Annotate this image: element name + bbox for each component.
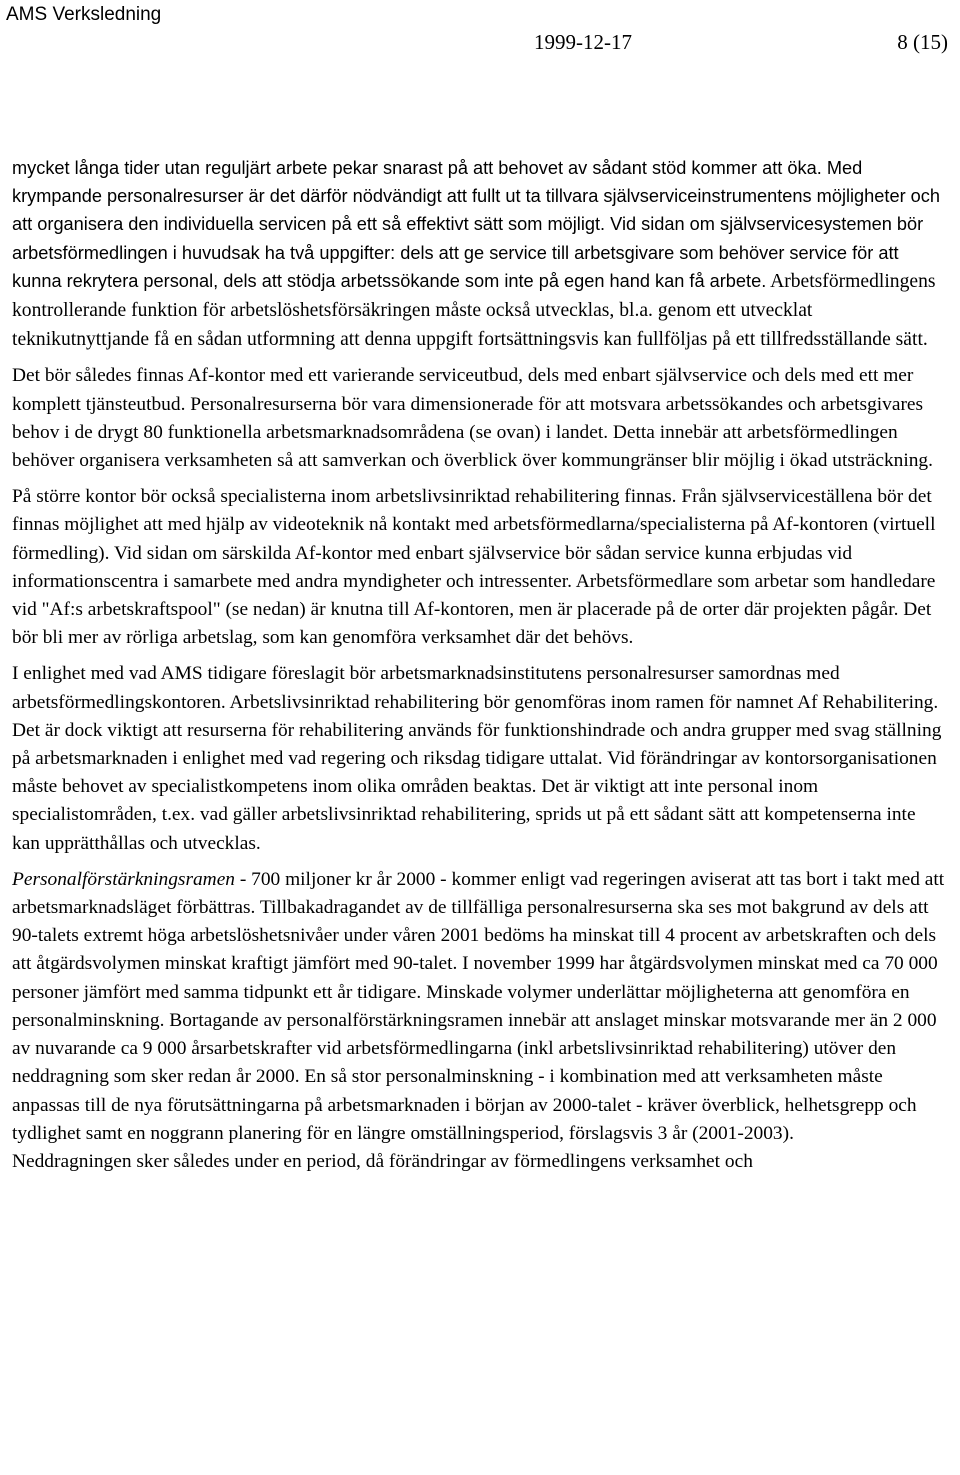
paragraph-5 xyxy=(12,866,946,1148)
paragraph-5-text: - 700 miljoner kr år 2000 - kommer enligt vad regeringen aviserat att tas bort i takt med att arbetsmarknadsläget förbättras. Tillbakadragandet av de tillfälliga personalresurserna ska ses mot bakgrund av dels att 90-talets extremt höga arbetslöshetsnivåer under våren 2001 bedöms ha minskat till 4 procent av arbetskraften och dels att åtgärdsvolymen minskat kraftigt jämfört med 90-talet. I november 1999 har åtgärdsvolymen minskat med ca 70 000 personer jämfört med samma tidpunkt ett år tidigare. Minskade volymer underlättar möjligheterna att genomföra en personalminskning. Bortagande av personalförstärkningsramen innebär att anslaget minskar motsvarande mer än 2 000 av nuvarande ca 9 000 årsarbetskrafter vid arbetsförmedlingarna (inkl arbetslivsinriktad rehabilitering) utöver den neddragning som sker redan år 2000. En så stor personalminskning - i kombination med att verksamheten måste anpassas till de nya förutsättningarna på arbetsmarknaden i början av 2000-talet - kräver överblick, helhetsgrepp och tydlighet samt en noggrann planering för en längre omställningsperiod, förslagsvis 3 år (2001-2003). xyxy=(12,868,945,1144)
header-page-number: 8 (15) xyxy=(897,30,948,54)
paragraph-2: Det bör således finnas Af-kontor med ett varierande serviceutbud, dels med enbart självservice och dels med ett mer komplett tjänsteutbud. Personalresurserna bör vara dimensionerade för att motsvara arbetssökandes och arbetsgivares behov i de drygt 80 funktionella arbetsmarknadsområdena (se ovan) i landet. Detta innebär att arbetsförmedlingen behöver organisera verksamheten så att samverkan och överblick över kommungränser blir möjlig i ökad utsträckning. xyxy=(12,365,933,472)
paragraph-6: Neddragningen sker således under en period, då förändringar av förmedlingens verksamhet och xyxy=(12,1150,753,1172)
document-body xyxy=(12,154,946,1176)
paragraph-1-serif-text: Arbetsförmedlingens kontrollerande funktion för arbetslöshetsförsäkringen måste också utvecklas, bl.a. genom ett utvecklat teknikutnyttjande få en sådan utformning att denna uppgift fortsättningsvis kan fullföljas på ett tillfredsställande sätt. xyxy=(12,270,936,351)
paragraph-3: På större kontor bör också specialisterna inom arbetslivsinriktad rehabilitering finnas. Från självserviceställena bör det finnas möjlighet att med hjälp av videoteknik nå kontakt med arbetsförmedlarna/specialisterna på Af-kontoren (virtuell förmedling). Vid sidan om särskilda Af-kontor med enbart självservice bör sådan service kunna erbjudas vid informationscentra i samarbete med andra myndigheter och intressenter. Arbetsförmedlare som arbetar som handledare vid "Af:s arbetskraftspool" (se nedan) är knutna till Af-kontoren, men är placerade på de orter där projekten pågår. Det bör bli mer av rörliga arbetslag, som kan genomföra verksamhet där det behövs. xyxy=(12,486,936,649)
header-organization: AMS Verksledning xyxy=(6,4,162,25)
page-header xyxy=(0,0,960,60)
paragraph-4: I enlighet med vad AMS tidigare föreslagit bör arbetsmarknadsinstitutens personalresurser samordnas med arbetsförmedlingskontoren. Arbetslivsinriktad rehabilitering bör genomföras inom ramen för namnet Af Rehabilitering. Det är dock viktigt att resurserna för rehabilitering används för funktionshindrade och andra grupper med svag ställning på arbetsmarknaden i enlighet med vad regering och riksdag tidigare uttalat. Vid förändringar av kontorsorganisationen måste behovet av specialistkompetens inom olika områden beaktas. Det är viktigt att inte personal inom specialistområden, t.ex. vad gäller arbetslivsinriktad rehabilitering, sprids ut på ett sådant sätt att kompetenserna inte kan upprätthållas och utvecklas. xyxy=(12,663,942,854)
paragraph-5-italic-term: Personalförstärkningsramen xyxy=(12,868,235,890)
paragraph-1 xyxy=(12,154,946,354)
header-date: 1999-12-17 xyxy=(534,30,632,54)
paragraph-1-sans-text: mycket långa tider utan reguljärt arbete pekar snarast på att behovet av sådant stöd kommer att öka. Med krympande personalresurser är det därför nödvändigt att fullt ut ta tillvara självserviceinstrumentens möjligheter och att organisera den individuella servicen på ett så effektivt sätt som möjligt. Vid sidan om självservicesystemen bör arbetsförmedlingen i huvudsak ha två uppgifter: dels att ge service till arbetsgivare som behöver service för att kunna rekrytera personal, dels att stödja arbetssökande som inte på egen hand kan få arbete. xyxy=(12,158,941,291)
